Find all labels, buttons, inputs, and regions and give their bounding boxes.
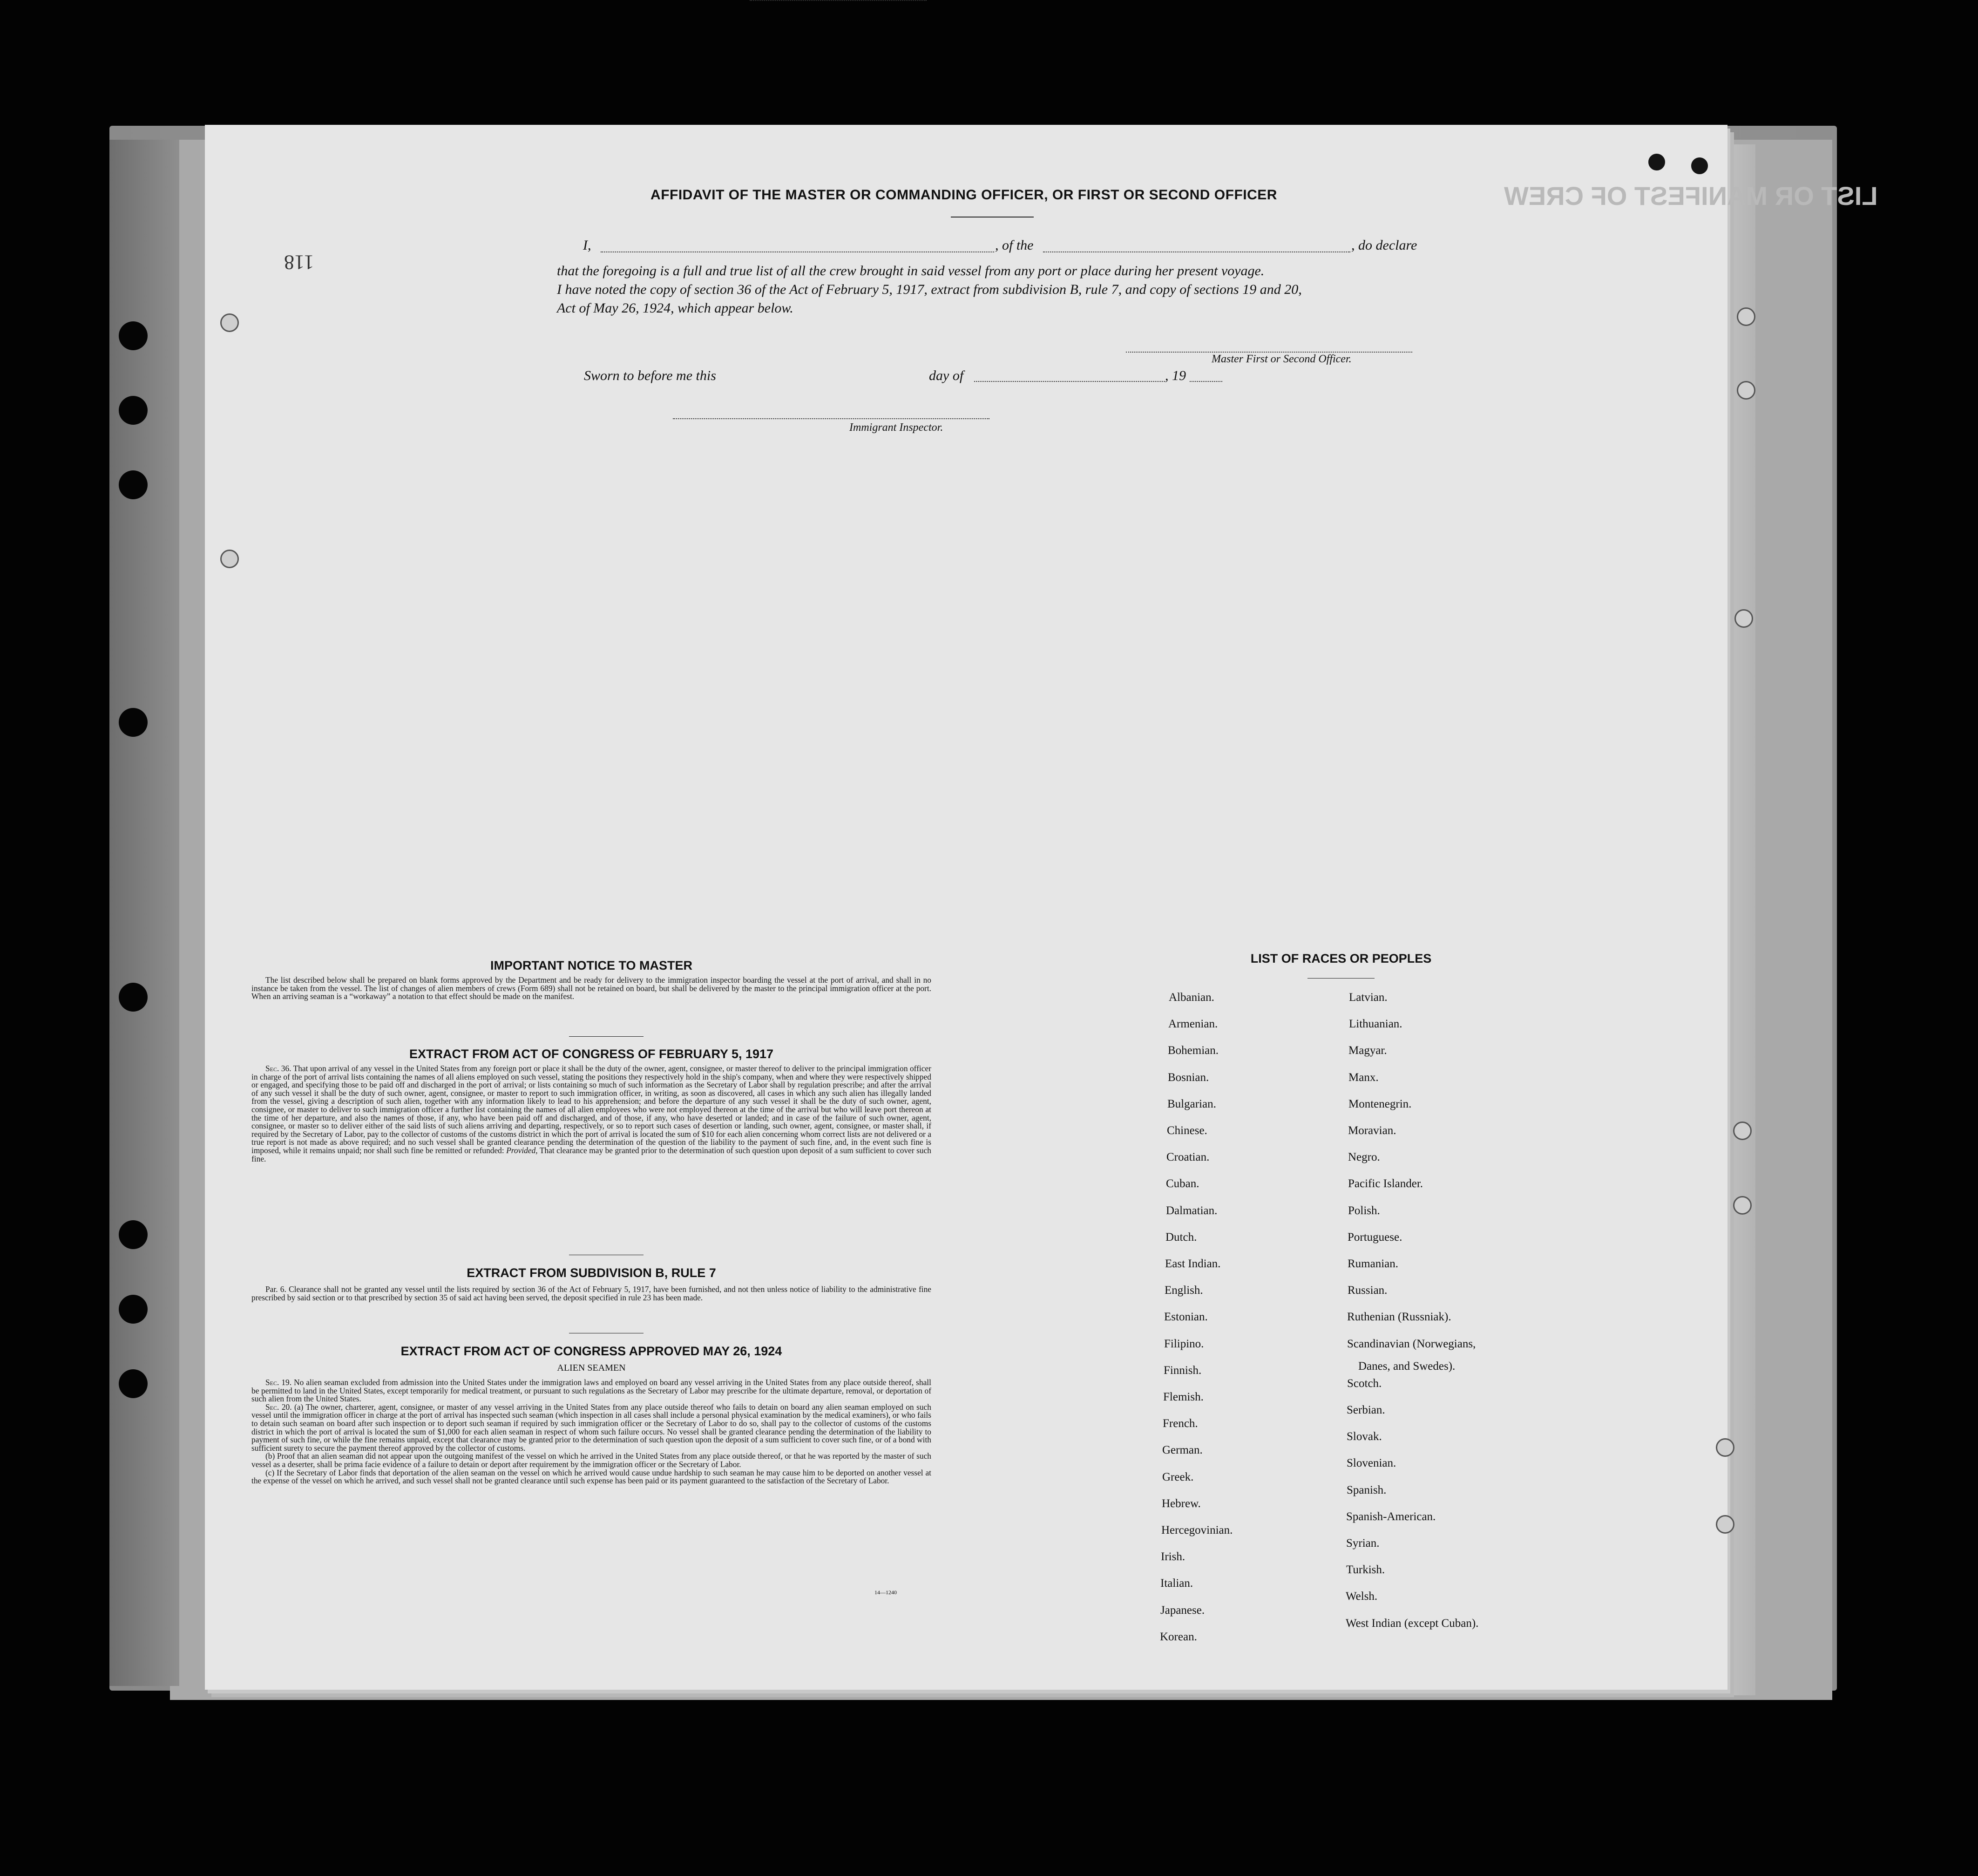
- race-item: Dalmatian.: [1166, 1204, 1218, 1217]
- races-title-rule: [1307, 978, 1375, 979]
- year-label: , 19: [1165, 368, 1186, 383]
- section-19-paragraph: [251, 1379, 931, 1403]
- race-item: Russian.: [1348, 1284, 1388, 1297]
- race-item: Bohemian.: [1168, 1044, 1219, 1057]
- race-item: Scotch.: [1347, 1377, 1382, 1390]
- race-item: Hercegovinian.: [1161, 1524, 1233, 1536]
- race-item: Filipino.: [1164, 1338, 1204, 1350]
- punch-hole: [1734, 609, 1753, 628]
- section-20c-paragraph: (c) If the Secretary of Labor finds that deportation of the alien seaman on the vessel on which he arrived would cause undue hardship to such seaman he may cause him to be deported on another vessel at the expense of the vessel on which he arrived, and such vessel shall not be granted clearance until such expense has been paid or its payment guaranteed to the satisfaction of the Secretary of Labor.: [251, 1468, 931, 1486]
- race-continuation: Danes, and Swedes).: [1358, 1360, 1456, 1373]
- race-item: English.: [1165, 1284, 1203, 1297]
- section-36-text: That upon arrival of any vessel in the United States from any foreign port or place it shall be the duty of the owner, agent, consignee, or master thereof to deliver to the principal immigration officer in charge of the port of arrival lists containing the names of all aliens employed on such vessel, stating the positions they respectively hold in the ship's company, when and where they were respectively shipped or engaged, and specifying those to be paid off and discharged in the port of arrival; or lists containing so much of such information as the Secretary of Labor shall by regulation prescribe; and after the arrival of any such vessel it shall be the duty of such owner, agent, consignee, or master to report to such immigration officer, in writing, as soon as discovered, all cases in which any such alien has illegally landed from the vessel, giving a description of such alien, together with any information likely to lead to his apprehension; and before the departure of any such vessel it shall be the duty of such owner, agent, consignee, or master to deliver to such immigration officer a further list containing the names of all alien employees who were not employed thereon at the time of the arrival but who will leave port thereon at the time of her departure, and also the names of those, if any, who have been paid off and discharged, and of those, if any, who have deserted or landed; and in case of the failure of such owner, agent, consignee, or master so to deliver either of the said lists of such aliens arriving and departing, respectively, or so to report such cases of desertion or landing, such owner, agent, consignee, or master shall, if required by the Secretary of Labor, pay to the collector of customs of the customs district in which the port of arrival is located the sum of $10 for each alien concerning whom correct lists are not delivered or a true report is not made as above required; and no such vessel shall be granted clearance pending the determination of the question of the liability to the payment of such fine, and, in the event such fine is imposed, while it remains unpaid; nor shall such fine be remitted or refunded:: [251, 1064, 931, 1155]
- race-item: Scandinavian (Norwegians,: [1347, 1338, 1476, 1350]
- bleedthrough-text: LIST OR MANIFEST OF CREW: [1504, 181, 1878, 211]
- race-item: Manx.: [1348, 1071, 1379, 1084]
- punch-hole: [1716, 1515, 1734, 1534]
- affidavit-declare-label: , do declare: [1351, 238, 1417, 253]
- section-divider: [569, 1036, 644, 1037]
- races-title: LIST OF RACES OR PEOPLES: [1250, 952, 1432, 965]
- binding-strip: [109, 140, 179, 1686]
- section-20a-paragraph: [251, 1403, 931, 1453]
- sworn-month-field[interactable]: [974, 381, 1165, 382]
- race-item: Latvian.: [1349, 991, 1388, 1004]
- race-item: Cuban.: [1166, 1177, 1199, 1190]
- race-item: East Indian.: [1165, 1257, 1221, 1270]
- race-item: Dutch.: [1165, 1231, 1197, 1244]
- race-item: Portuguese.: [1348, 1231, 1402, 1244]
- affidavit-statement-line: I have noted the copy of section 36 of the Act of February 5, 1917, extract from subdivision B, rule 7, and copy of sections 19 and 20,: [557, 282, 1302, 297]
- proviso-text: Provided,: [506, 1145, 538, 1155]
- binder-hole: [119, 321, 148, 350]
- race-item: Negro.: [1348, 1151, 1380, 1163]
- race-item: Slovak.: [1347, 1430, 1382, 1443]
- section-36-end: That clearance may be granted prior to the determination of such question upon deposit of a sum sufficient to cover such fine.: [251, 1145, 931, 1163]
- sworn-day-field[interactable]: [750, 0, 927, 1]
- race-item: Bosnian.: [1168, 1071, 1209, 1084]
- race-item: French.: [1163, 1417, 1198, 1430]
- page-number: 118: [284, 251, 314, 274]
- section-19-label: Sec. 19.: [265, 1378, 292, 1387]
- punch-hole: [220, 313, 239, 332]
- notice-title: IMPORTANT NOTICE TO MASTER: [490, 958, 692, 972]
- extract-1924-title: EXTRACT FROM ACT OF CONGRESS APPROVED MAY 26, 1924: [400, 1344, 782, 1358]
- race-item: Montenegrin.: [1348, 1098, 1412, 1110]
- race-item: Ruthenian (Russniak).: [1347, 1311, 1451, 1323]
- race-item: Italian.: [1160, 1577, 1193, 1590]
- binder-hole: [119, 1369, 148, 1398]
- binder-hole: [119, 708, 148, 737]
- master-signature-field[interactable]: [1126, 352, 1412, 353]
- day-of-label: day of: [929, 368, 964, 383]
- extract-1924-body: [251, 1379, 931, 1485]
- notice-paragraph: The list described below shall be prepared on blank forms approved by the Department and be ready for delivery to the immigration inspector boarding the vessel at the port of arrival, and shall in no instance be taken from the vessel. The list of changes of alien members of crews (Form 689) shall not be retained on board, but shall be delivered by the master to the principal immigration officer at the port. When an arriving seaman is a “workaway” a notation to that effect should be made on the manifest.: [251, 975, 931, 1001]
- punch-hole: [1737, 307, 1755, 326]
- race-item: Polish.: [1348, 1204, 1380, 1217]
- title-rule: [951, 217, 1034, 218]
- race-item: Bulgarian.: [1167, 1098, 1216, 1110]
- inspector-signature-field[interactable]: [673, 418, 989, 419]
- rule7-paragraph: Par. 6. Clearance shall not be granted any vessel until the lists required by section 36 of the Act of February 5, 1917, have been furnished, and not then unless notice of liability to the administrative fine prescribed by said section or to that prescribed by section 35 of said act having been served, the deposit specified in rule 23 has been made.: [251, 1285, 931, 1302]
- binder-hole: [119, 470, 148, 499]
- race-item: Lithuanian.: [1349, 1018, 1402, 1030]
- alien-seamen-subtitle: ALIEN SEAMEN: [557, 1363, 626, 1373]
- punch-hole: [1737, 381, 1755, 400]
- race-item: Slovenian.: [1347, 1457, 1396, 1469]
- punch-hole: [220, 550, 239, 568]
- section-36-paragraph: [251, 1065, 931, 1163]
- race-item: Armenian.: [1168, 1018, 1218, 1030]
- race-item: Welsh.: [1346, 1590, 1378, 1603]
- affidavit-statement-line: Act of May 26, 1924, which appear below.: [557, 300, 793, 316]
- race-item: Greek.: [1162, 1471, 1194, 1483]
- affidavit-statement-line: that the foregoing is a full and true list of all the crew brought in said vessel from any port or place during her present voyage.: [557, 263, 1265, 279]
- race-item: Korean.: [1160, 1631, 1197, 1643]
- sworn-year-field[interactable]: [1190, 381, 1222, 382]
- punch-hole: [1691, 157, 1708, 174]
- inspector-signature-caption: Immigrant Inspector.: [849, 421, 943, 434]
- section-36-label: Sec. 36.: [265, 1064, 291, 1073]
- race-item: Spanish-American.: [1346, 1510, 1436, 1523]
- binder-hole: [119, 396, 148, 425]
- race-item: Croatian.: [1166, 1151, 1210, 1163]
- race-item: Syrian.: [1346, 1537, 1380, 1550]
- race-item: Flemish.: [1163, 1391, 1204, 1403]
- affidavit-of-the-label: , of the: [995, 238, 1034, 253]
- rule7-body: [251, 1285, 931, 1302]
- master-signature-caption: Master First or Second Officer.: [1212, 353, 1352, 365]
- race-item: Rumanian.: [1348, 1257, 1399, 1270]
- race-item: Japanese.: [1160, 1604, 1205, 1617]
- race-item: Pacific Islander.: [1348, 1177, 1423, 1190]
- race-item: Turkish.: [1346, 1563, 1385, 1576]
- extract-1917-title: EXTRACT FROM ACT OF CONGRESS OF FEBRUARY 5, 1917: [409, 1047, 774, 1061]
- declarant-name-field[interactable]: [601, 251, 994, 252]
- race-item: Irish.: [1161, 1550, 1185, 1563]
- race-item: Finnish.: [1164, 1364, 1202, 1377]
- sworn-label: Sworn to before me this: [584, 368, 716, 383]
- race-item: Spanish.: [1347, 1484, 1387, 1496]
- form-code: 14—1240: [874, 1589, 897, 1596]
- section-20-label: Sec. 20.: [265, 1402, 292, 1412]
- rule7-title: EXTRACT FROM SUBDIVISION B, RULE 7: [467, 1266, 716, 1280]
- affidavit-title: AFFIDAVIT OF THE MASTER OR COMMANDING OFFICER, OR FIRST OR SECOND OFFICER: [650, 187, 1277, 203]
- section-19-text: No alien seaman excluded from admission into the United States under the immigration laws and employed on board any vessel arriving in the United States from any place outside thereof, shall be permitted to land in the United States, except temporarily for medical treatment, or pursuant to such regulations as the Secretary of Labor may prescribe for the ultimate departure, removal, or deportation of such alien from the United States.: [251, 1378, 931, 1404]
- punch-hole: [1648, 154, 1665, 170]
- punch-hole: [1733, 1196, 1752, 1215]
- affidavit-i-label: I,: [583, 238, 591, 253]
- binder-hole: [119, 1295, 148, 1324]
- race-item: German.: [1162, 1444, 1203, 1456]
- punch-hole: [1733, 1122, 1752, 1140]
- section-20b-paragraph: (b) Proof that an alien seaman did not appear upon the outgoing manifest of the vessel on which he arrived in the United States from any place outside thereof, or that he was reported by the master of such vessel as a deserter, shall be prima facie evidence of a failure to detain or deport after requirement by the immigration officer or the Secretary of Labor.: [251, 1451, 931, 1469]
- notice-body: [251, 976, 931, 1001]
- race-item: Estonian.: [1164, 1311, 1208, 1323]
- race-item: West Indian (except Cuban).: [1346, 1617, 1479, 1630]
- binder-hole: [119, 1220, 148, 1249]
- race-item: Moravian.: [1348, 1124, 1396, 1137]
- race-item: Hebrew.: [1162, 1497, 1201, 1510]
- race-item: Serbian.: [1347, 1404, 1385, 1416]
- binder-hole: [119, 983, 148, 1012]
- punch-hole: [1716, 1438, 1734, 1457]
- race-item: Magyar.: [1348, 1044, 1387, 1057]
- section-20a-text: (a) The owner, charterer, agent, consignee, or master of any vessel arriving in the United States from any place outside thereof who fails to detain on board any alien seaman employed on such vessel until the immigration officer in charge at the port of arrival has inspected such seaman (which inspection in all cases shall include a personal physical examination by the medical examiners), or who fails to detain such seaman on board after such inspection or to deport such seaman if required by such immigration officer or the Secretary of Labor to do so, shall pay to the collector of customs of the customs district in which the port of arrival is located the sum of $1,000 for each alien seaman in respect of whom such failure occurs. No vessel shall be granted clearance pending the determination of the liability to payment of such fine, or while the fine remains unpaid, except that clearance may be granted prior to the determination of such question upon the deposit of a sum sufficient to cover such fine, or of a bond with sufficient surety to secure the payment thereof approved by the collector of customs.: [251, 1402, 931, 1453]
- extract-1917-body: [251, 1065, 931, 1163]
- vessel-name-field[interactable]: [1043, 251, 1350, 252]
- race-item: Chinese.: [1167, 1124, 1207, 1137]
- race-item: Albanian.: [1169, 991, 1214, 1004]
